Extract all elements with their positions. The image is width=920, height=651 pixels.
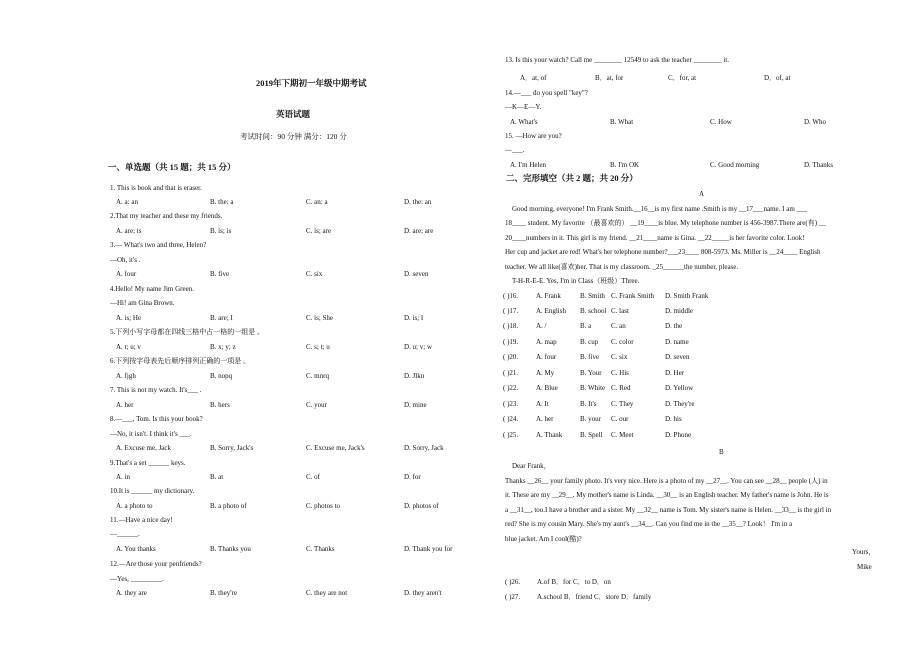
- option: C. mnrq: [306, 372, 329, 380]
- option: B. Thanks you: [210, 545, 251, 553]
- option: A.of B．for C．to D．on: [537, 578, 611, 586]
- cloze-number: ( )25.: [503, 431, 519, 439]
- option: C. Thanks: [306, 545, 335, 553]
- cloze-number: ( )18.: [503, 322, 519, 330]
- option: B. Smith: [580, 292, 605, 300]
- option: A. a: an: [116, 198, 138, 206]
- cloze-number: ( )20.: [503, 353, 519, 361]
- option: C. Good morning: [710, 161, 760, 169]
- option: A. her: [116, 401, 134, 409]
- passage-line: blue jacket. Am I cool(酷)?: [505, 535, 582, 543]
- option: D. Thank you for: [404, 545, 453, 553]
- exam-info: 考试时间：90 分钟 满分：120 分: [240, 132, 347, 141]
- option: A. is; He: [116, 314, 142, 322]
- question-stem: 4.Hello! My name Jim Green.: [110, 285, 194, 293]
- cloze-number: ( )16.: [503, 292, 519, 300]
- option: C. color: [611, 338, 634, 346]
- option: B. What: [610, 118, 634, 126]
- question-stem-2: —Yes, _________.: [110, 575, 164, 583]
- option: D. is; I: [404, 314, 424, 322]
- question-stem-2: —___.: [505, 146, 525, 154]
- question-stem: 6.下列按字母表先后顺序排列正确的一项是 。: [110, 357, 250, 365]
- option: A. English: [536, 307, 566, 315]
- option: D. Her: [665, 369, 685, 377]
- question-stem-2: —Hi! am Gina Brown.: [110, 299, 175, 307]
- option: D. they aren't: [404, 589, 442, 597]
- option: C. an: a: [306, 198, 328, 206]
- option: A. Excuse me, Jack: [116, 444, 172, 452]
- option: A. My: [536, 369, 555, 377]
- option: A. You thanks: [116, 545, 156, 553]
- passage-line: 20____numbers in it. This girl is my friend. __21____name is Gina. __22_____is her favorite color. Look!: [505, 234, 805, 242]
- cloze-number: ( )17.: [503, 307, 519, 315]
- option: C. They: [611, 400, 634, 408]
- option: D．of, at: [764, 74, 791, 82]
- option: D. his: [665, 415, 682, 423]
- cloze-number: ( )26.: [505, 578, 521, 586]
- option: A. her: [536, 415, 554, 423]
- option: C. our: [611, 415, 629, 423]
- option: A. fjgh: [116, 372, 136, 380]
- option: C. is; are: [306, 227, 332, 235]
- option: B. a photo of: [210, 502, 247, 510]
- option: A. are; is: [116, 227, 142, 235]
- option: B. five: [580, 353, 600, 361]
- option: B. Sorry, Jack's: [210, 444, 254, 452]
- option: D. the: [665, 322, 683, 330]
- option: A. four: [116, 270, 137, 278]
- question-stem: 11.—Have a nice day!: [110, 516, 173, 524]
- question-stem-2: —______.: [110, 530, 140, 538]
- option: B. are; I: [210, 314, 233, 322]
- option: D. u; v; w: [404, 343, 432, 351]
- signature: Mike: [857, 563, 872, 571]
- option: D. middle: [665, 307, 693, 315]
- option: B. at: [210, 473, 224, 481]
- question-stem: 10.It is ______ my dictionary.: [110, 487, 195, 495]
- section2-title: 二、完形填空（共 2 题；共 20 分）: [506, 173, 638, 183]
- option: C. your: [306, 401, 327, 409]
- option: D. seven: [665, 353, 690, 361]
- option: D. Jlkn: [404, 372, 425, 380]
- passage-a-label: A: [699, 190, 705, 198]
- option: C. Frank Smith: [611, 292, 654, 300]
- option: A. Frank: [536, 292, 561, 300]
- passage-line: red? She is my cousin Mary. She's my aunt's __34__. Can you find me in the __35__? Look！ I'm in a: [505, 520, 793, 528]
- passage-line: a __31__, too.I have a brother and a sister. My __32__ name is Tom. My sister's name is Helen. __33__ is the girl in: [505, 506, 832, 514]
- option: A. map: [536, 338, 557, 346]
- cloze-number: ( )22.: [503, 384, 519, 392]
- question-stem: 12.—Are those your penfriends?: [110, 560, 202, 568]
- passage-b-label: B: [719, 448, 724, 456]
- option: C. Meet: [611, 431, 634, 439]
- option: A．at, of: [520, 74, 547, 82]
- option: D. mine: [404, 401, 427, 409]
- question-stem: 1. This is book and that is eraser.: [110, 184, 202, 192]
- option: D. photos of: [404, 502, 439, 510]
- option: A. /: [536, 322, 547, 330]
- option: B. hers: [210, 401, 230, 409]
- option: C．for, at: [668, 74, 697, 82]
- subject-title: 英语试题: [276, 109, 311, 119]
- option: D. Sorry, Jack: [404, 444, 444, 452]
- cloze-number: ( )23.: [503, 400, 519, 408]
- question-stem: 13. Is this your watch? Call me ________ 12549 to ask the teacher ________ it.: [505, 56, 729, 64]
- cloze-number: ( )19.: [503, 338, 519, 346]
- question-stem: 9.That's a set ______ keys.: [110, 459, 186, 467]
- option: D. name: [665, 338, 689, 346]
- option: B. nopq: [210, 372, 233, 380]
- question-stem: 5.下列小写字母都在四线三格中占一格的一组是 。: [110, 328, 264, 336]
- option: B. is; is: [210, 227, 232, 235]
- closing: Yours，: [852, 548, 876, 556]
- option: A. I'm Helen: [510, 161, 547, 169]
- option: B. I'm OK: [610, 161, 640, 169]
- option: C. six: [306, 270, 323, 278]
- option: B. they're: [210, 589, 237, 597]
- option: C. His: [611, 369, 629, 377]
- passage-line: Thanks __26__ your family photo. It's very nice. Here is a photo of my __27__. You can see __28__ people (人) in: [505, 477, 828, 485]
- question-stem: 15. —How are you?: [505, 132, 562, 140]
- option: A. they are: [116, 589, 147, 597]
- section1-title: 一、单选题（共 15 题；共 15 分）: [108, 162, 236, 172]
- option: A. t; u; v: [116, 343, 141, 351]
- passage-b-greeting: Dear Frank，: [512, 462, 551, 470]
- option: B. school: [580, 307, 607, 315]
- passage-line: T-H-R-E-E. Yes, I'm in Class（班级）Three.: [512, 277, 640, 285]
- option: A. four: [536, 353, 557, 361]
- question-stem-2: —Oh, it's .: [110, 256, 141, 264]
- option: D. Thanks: [804, 161, 834, 169]
- option: D. are; are: [404, 227, 434, 235]
- option: C. an: [611, 322, 626, 330]
- cloze-number: ( )27.: [505, 593, 521, 601]
- option: D. Smith Frank: [665, 292, 709, 300]
- option: B. Spell: [580, 431, 603, 439]
- option: B. It's: [580, 400, 597, 408]
- cloze-number: ( )24.: [503, 415, 519, 423]
- option: C. Red: [611, 384, 631, 392]
- option: D. Yellow: [665, 384, 694, 392]
- question-stem-2: —K—E—Y.: [505, 103, 542, 111]
- option: D. the: an: [404, 198, 432, 206]
- option: A. It: [536, 400, 549, 408]
- option: B. White: [580, 384, 606, 392]
- option: D. seven: [404, 270, 429, 278]
- question-stem-2: —No, it isn't. I think it's ___.: [110, 430, 192, 438]
- passage-line: teacher. We all like(喜欢)her. That is my classroom. _25______the number, please.: [505, 263, 739, 271]
- option: D. Who: [804, 118, 827, 126]
- option: C. How: [710, 118, 732, 126]
- question-stem: 2.That my teacher and these my friends.: [110, 212, 223, 220]
- option: D. Phone: [665, 431, 692, 439]
- option: C. they are not: [306, 589, 348, 597]
- option: C. of: [306, 473, 320, 481]
- option: B. x; y; z: [210, 343, 236, 351]
- option: C. Excuse me, Jack's: [306, 444, 365, 452]
- question-stem: 8.—___, Tom. Is this your book?: [110, 415, 203, 423]
- question-stem: 14.—___ do you spell "key"?: [505, 89, 588, 97]
- option: A. in: [116, 473, 130, 481]
- question-stem: 7. This is not my watch. It's___ .: [110, 386, 202, 394]
- passage-line: it. These are my __29__. My mother's name is Linda. __30__ is an English teacher. My father's name is John. He is: [505, 491, 829, 499]
- option: A. Thank: [536, 431, 563, 439]
- option: C. six: [611, 353, 628, 361]
- passage-line: Good morning, everyone! I'm Frank Smith.__16__is my first name .Smith is my __17___name. I am ___: [512, 205, 808, 213]
- option: A. What's: [510, 118, 538, 126]
- option: C. photos to: [306, 502, 341, 510]
- option: B. cup: [580, 338, 599, 346]
- cloze-number: ( )21.: [503, 369, 519, 377]
- option: C. is; She: [306, 314, 334, 322]
- passage-line: 18____ student. My favorite （最喜欢的） __19____is blue. My telephone number is 456-3987.There are(有) __: [505, 219, 826, 227]
- option: A.school B．friend C．store D．family: [537, 593, 652, 601]
- option: B. five: [210, 270, 230, 278]
- option: B. the: a: [210, 198, 234, 206]
- exam-title: 2019年下期初一年级中期考试: [256, 78, 367, 88]
- option: D. They're: [665, 400, 695, 408]
- option: A. a photo to: [116, 502, 153, 510]
- passage-line: Her cup and jacket are red! What's her telephone number?___23____ 808-5973. Ms. Miller is __24____ English: [505, 248, 821, 256]
- option: C. last: [611, 307, 629, 315]
- option: C. s; t; u: [306, 343, 330, 351]
- option: B．at, for: [595, 74, 624, 82]
- option: D. for: [404, 473, 421, 481]
- option: B. a: [580, 322, 592, 330]
- option: A. Blue: [536, 384, 558, 392]
- option: B. Your: [580, 369, 602, 377]
- question-stem: 3.— What's two and three, Helen?: [110, 241, 207, 249]
- option: B. your: [580, 415, 601, 423]
